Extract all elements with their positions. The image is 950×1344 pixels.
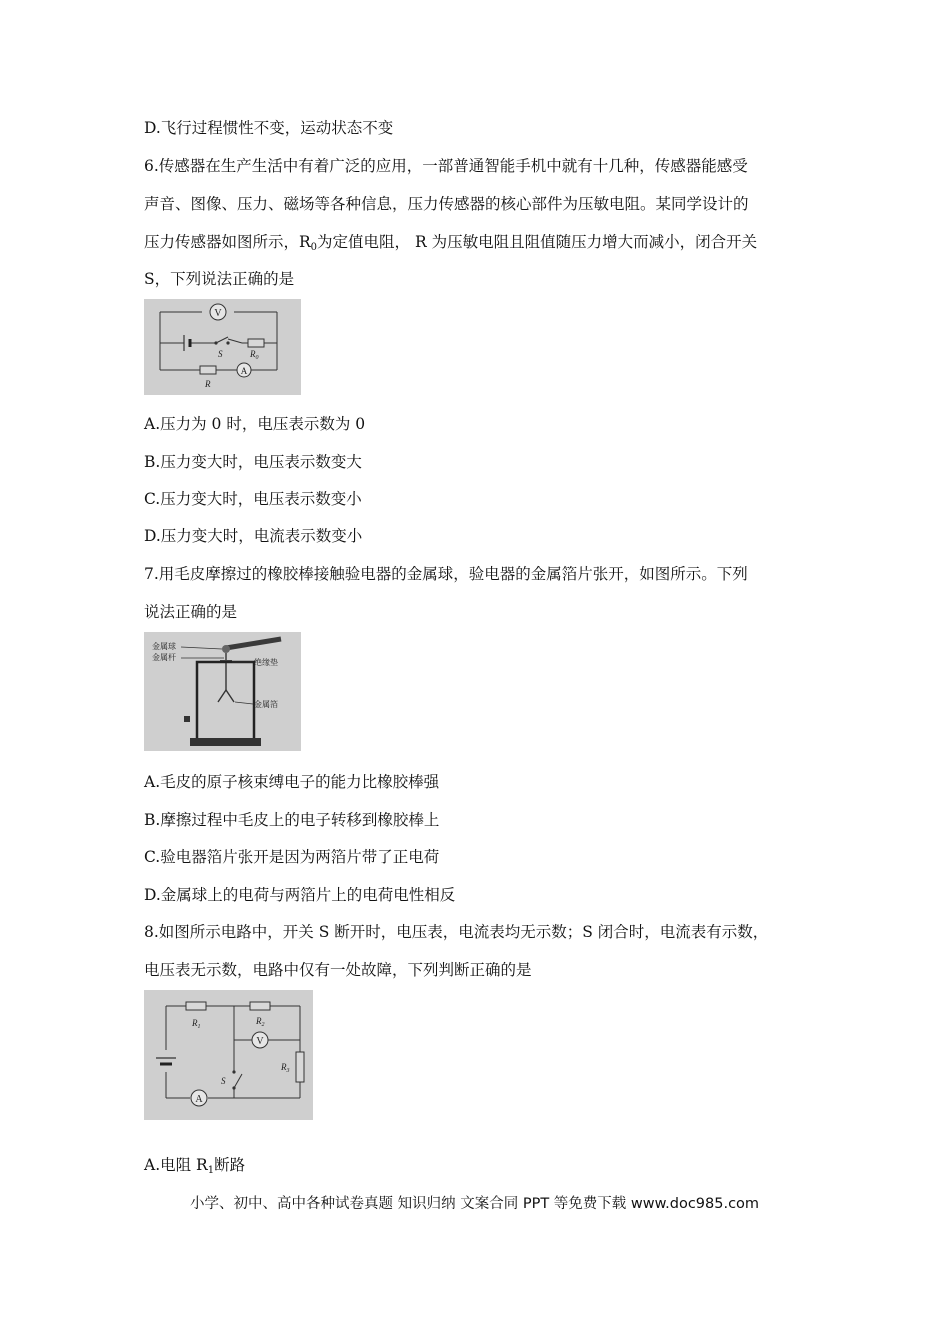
q6-voltmeter-label: V xyxy=(214,308,222,319)
q7-option-c: C.验电器箔片张开是因为两箔片带了正电荷 xyxy=(144,848,440,866)
q6-r-label: R xyxy=(205,379,211,389)
q6-ammeter-label: A xyxy=(240,366,248,376)
q8-switch-label: S xyxy=(221,1076,226,1086)
q8-stem-line2: 电压表无示数，电路中仅有一处故障，下列判断正确的是 xyxy=(144,961,532,979)
q6-stem-line3: 压力传感器如图所示，$R_0$为定值电阻， R 为压敏电阻且阻值随压力增大而减小，闭合开关 xyxy=(144,233,758,253)
q7-option-d: D.金属球上的电荷与两箔片上的电荷电性相反 xyxy=(144,886,456,904)
q6-option-c: C.压力变大时，电压表示数变小 xyxy=(144,490,362,508)
rubber-rod-icon xyxy=(226,639,281,648)
foil-left-icon xyxy=(218,690,226,702)
q8-circuit-figure xyxy=(144,990,313,1120)
q5-option-d: D.飞行过程惯性不变，运动状态不变 xyxy=(144,119,394,137)
q6-option-b: B.压力变大时，电压表示数变大 xyxy=(144,453,362,471)
q6-option-d: D.压力变大时，电流表示数变小 xyxy=(144,527,363,545)
q6-stem-line4: S，下列说法正确的是 xyxy=(144,270,295,288)
page-footer: 小学、初中、高中各种试卷真题 知识归纳 文案合同 PPT 等免费下载 www.doc985.com xyxy=(190,1196,760,1212)
q6-stem-line2: 声音、图像、压力、磁场等各种信息，压力传感器的核心部件为压敏电阻。某同学设计的 xyxy=(144,195,749,213)
metal-ball-icon xyxy=(222,645,230,653)
switch-icon xyxy=(216,337,228,343)
q8-r1-label: $R_1$ xyxy=(192,1018,201,1030)
q7-stem-line2: 说法正确的是 xyxy=(144,603,238,621)
q6-option-a: A.压力为 0 时，电压表示数为 0 xyxy=(144,415,366,433)
q7-label-ball: 金属球 xyxy=(152,642,176,651)
r2-resistor-icon xyxy=(250,1002,270,1010)
r0-resistor-icon xyxy=(248,339,264,347)
q8-option-a: A.电阻 $R_1$断路 xyxy=(144,1156,246,1176)
q8-r3-label: $R_3$ xyxy=(281,1062,290,1074)
q7-option-b: B.摩擦过程中毛皮上的电子转移到橡胶棒上 xyxy=(144,811,440,829)
foil-right-icon xyxy=(226,690,234,702)
q6-switch-label: S xyxy=(218,349,223,359)
q6-stem-line1: 6.传感器在生产生活中有着广泛的应用，一部普通智能手机中就有十几种，传感器能感受 xyxy=(144,157,748,175)
q8-ammeter-label: A xyxy=(195,1094,203,1105)
q7-label-foil: 金属箔 xyxy=(254,700,278,709)
q6-r0-label: $R_0$ xyxy=(250,349,259,361)
q8-stem-line1: 8.如图所示电路中，开关 S 断开时，电压表，电流表均无示数；S 闭合时，电流表有示数， xyxy=(144,923,769,941)
q8-voltmeter-label: V xyxy=(256,1036,264,1047)
r1-resistor-icon xyxy=(186,1002,206,1010)
r3-resistor-icon xyxy=(296,1052,304,1082)
q7-option-a: A.毛皮的原子核束缚电子的能力比橡胶棒强 xyxy=(144,773,440,791)
switch-icon xyxy=(234,1074,242,1088)
q7-electroscope-figure xyxy=(144,632,301,751)
q6-circuit-figure xyxy=(144,299,301,395)
q7-stem-line1: 7.用毛皮摩擦过的橡胶棒接触验电器的金属球，验电器的金属箔片张开，如图所示。下列 xyxy=(144,565,748,583)
q7-label-rod: 金属杆 xyxy=(152,653,176,662)
q7-label-insulator: 绝缘垫 xyxy=(254,658,278,667)
r-resistor-icon xyxy=(200,366,216,374)
q8-r2-label: $R_2$ xyxy=(256,1016,265,1028)
